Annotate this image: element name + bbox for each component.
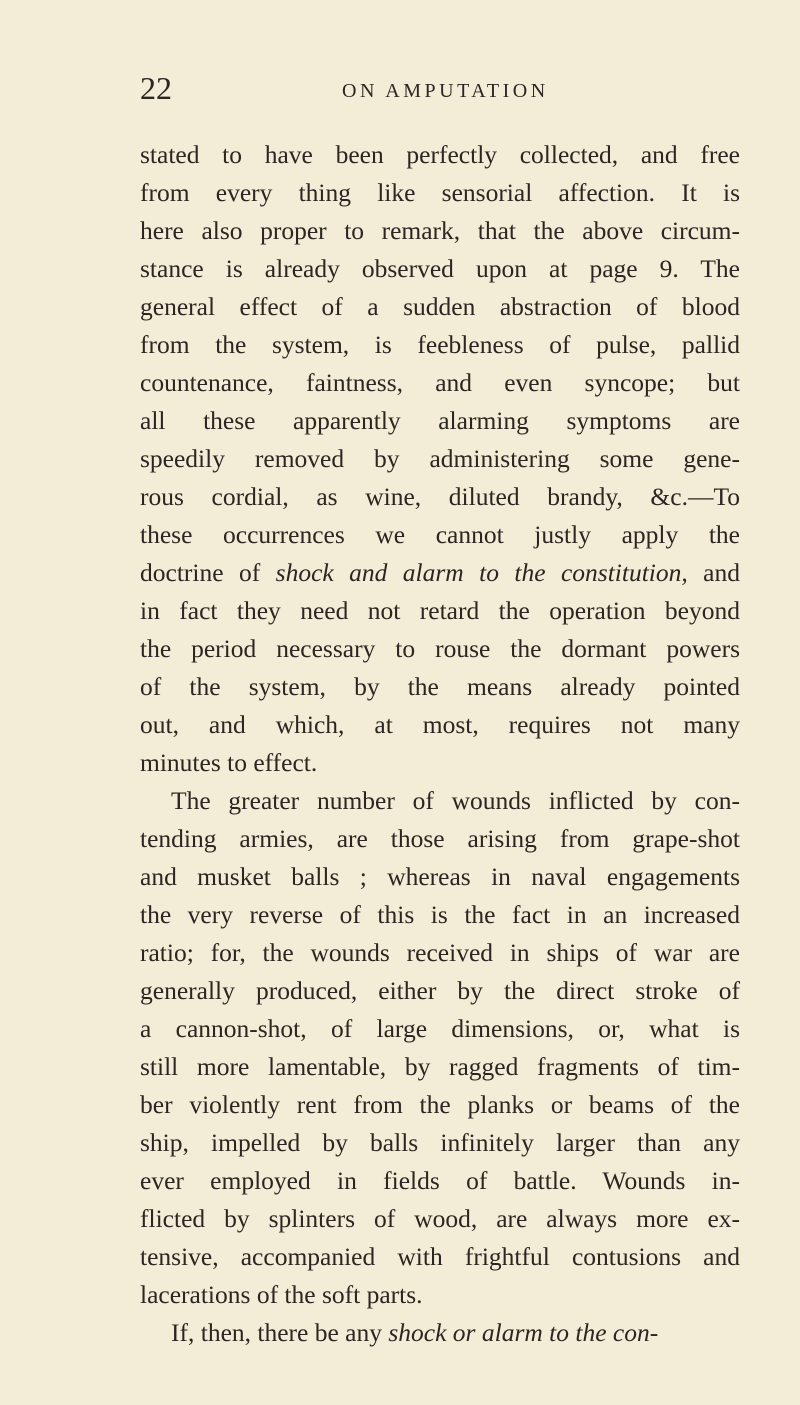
italic-phrase: shock or alarm to the con- — [388, 1318, 659, 1347]
body-text — [140, 136, 740, 1352]
text-line-segment: from every thing like sensorial affection. It is — [140, 178, 740, 207]
text-line — [140, 478, 740, 516]
text-line-segment: doctrine of — [140, 558, 276, 587]
text-line — [140, 820, 740, 858]
text-line-segment: ratio; for, the wounds received in ships of war are — [140, 938, 740, 967]
text-line — [140, 858, 740, 896]
text-line-segment: the very reverse of this is the fact in an increased — [140, 900, 740, 929]
text-line-segment: rous cordial, as wine, diluted brandy, &c.—To — [140, 482, 740, 511]
text-line-segment: still more lamentable, by ragged fragments of tim- — [140, 1052, 740, 1081]
text-line — [140, 1086, 740, 1124]
text-line-segment: and musket balls ; whereas in naval engagements — [140, 862, 740, 891]
text-line — [140, 440, 740, 478]
text-line — [140, 1162, 740, 1200]
text-line — [140, 1200, 740, 1238]
italic-phrase: shock and alarm to the constitution, — [275, 558, 688, 587]
text-line — [140, 1276, 740, 1314]
text-line — [140, 1238, 740, 1276]
text-line-segment: from the system, is feebleness of pulse, pallid — [140, 330, 740, 359]
text-line — [140, 1048, 740, 1086]
text-line — [140, 668, 740, 706]
text-line-segment: countenance, faintness, and even syncope; but — [140, 368, 740, 397]
text-line — [140, 896, 740, 934]
text-line-segment: speedily removed by administering some gene- — [140, 444, 740, 473]
text-line-segment: lacerations of the soft parts. — [140, 1280, 423, 1309]
text-line-segment: the period necessary to rouse the dormant powers — [140, 634, 740, 663]
text-line — [140, 174, 740, 212]
text-line — [140, 972, 740, 1010]
text-line — [140, 554, 740, 592]
text-line — [140, 592, 740, 630]
text-line-segment: a cannon-shot, of large dimensions, or, what is — [140, 1014, 740, 1043]
text-line — [140, 630, 740, 668]
text-line — [140, 402, 740, 440]
text-line-segment: ship, impelled by balls infinitely larger than any — [140, 1128, 740, 1157]
text-line — [140, 706, 740, 744]
text-line-segment: general effect of a sudden abstraction of blood — [140, 292, 740, 321]
running-title: ON AMPUTATION — [342, 80, 549, 102]
text-line-segment: minutes to effect. — [140, 748, 318, 777]
text-line — [140, 364, 740, 402]
text-line-segment: tending armies, are those arising from grape-shot — [140, 824, 740, 853]
text-line — [140, 744, 740, 782]
text-line — [140, 250, 740, 288]
text-line-segment: If, then, there be any — [171, 1318, 389, 1347]
text-line — [140, 288, 740, 326]
text-line — [140, 1314, 740, 1352]
text-line — [140, 136, 740, 174]
text-line-segment: these occurrences we cannot justly apply the — [140, 520, 740, 549]
page-header — [140, 70, 800, 110]
text-line — [140, 1124, 740, 1162]
text-line-segment: flicted by splinters of wood, are always more ex- — [140, 1204, 740, 1233]
text-line — [140, 212, 740, 250]
text-line-segment: stance is already observed upon at page 9. The — [140, 254, 740, 283]
page-number: 22 — [140, 70, 172, 106]
text-line-segment: of the system, by the means already pointed — [140, 672, 740, 701]
text-line — [140, 934, 740, 972]
text-line — [140, 782, 740, 820]
text-line-segment: generally produced, either by the direct stroke of — [140, 976, 740, 1005]
text-line-segment: stated to have been perfectly collected, and free — [140, 140, 740, 169]
text-line-segment: in fact they need not retard the operation beyond — [140, 596, 740, 625]
text-line-segment: ever employed in fields of battle. Wounds in- — [140, 1166, 740, 1195]
text-line-segment: here also proper to remark, that the above circum- — [140, 216, 740, 245]
text-line-segment: ber violently rent from the planks or beams of the — [140, 1090, 740, 1119]
text-line-segment: all these apparently alarming symptoms are — [140, 406, 740, 435]
text-line-segment: tensive, accompanied with frightful contusions and — [140, 1242, 740, 1271]
text-line — [140, 326, 740, 364]
text-line-segment: The greater number of wounds inflicted by con- — [171, 786, 740, 815]
text-line-segment: out, and which, at most, requires not many — [140, 710, 740, 739]
text-line — [140, 516, 740, 554]
text-line — [140, 1010, 740, 1048]
text-line-segment: and — [687, 558, 741, 587]
